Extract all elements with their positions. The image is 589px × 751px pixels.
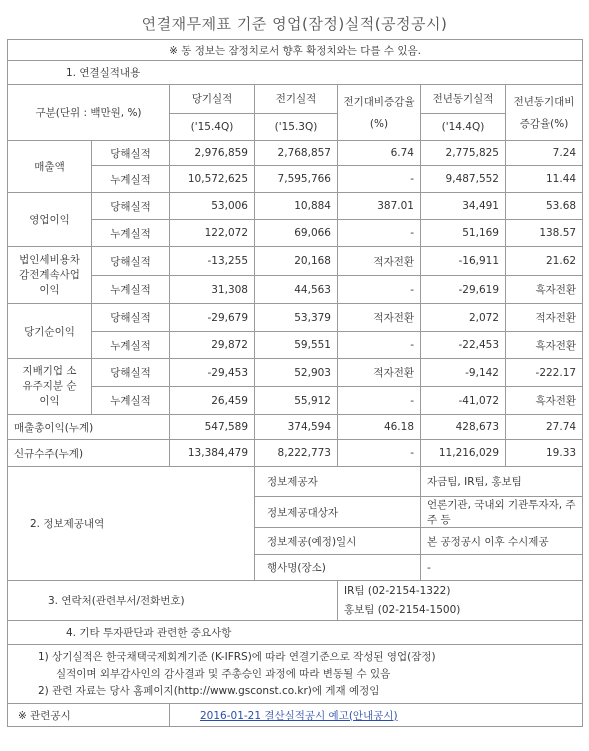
note1-line1: 1) 상기실적은 한국채택국제회계기준 (K-IFRS)에 따라 연결기준으로 작성된 영업(잠정) xyxy=(38,650,436,663)
related-disclosure-link[interactable]: 2016-01-21 결산실적공시 예고(안내공시) xyxy=(200,709,398,722)
current-value: 31,308 xyxy=(170,276,255,304)
group-label-line: 감전계속사업 xyxy=(19,268,80,281)
current-value: -13,255 xyxy=(170,247,255,276)
section3-title: 3. 연락처(관련부서/전화번호) xyxy=(8,581,338,621)
previous-value: 8,222,773 xyxy=(255,440,338,467)
page-title: 연결재무제표 기준 영업(잠정)실적(공정공시) xyxy=(141,15,448,33)
info-recipient-label: 정보제공대상자 xyxy=(255,497,421,528)
related-cell xyxy=(170,704,583,727)
note2: 2) 관련 자료는 당사 홈페이지(http://www.gsconst.co.kr)에 게재 예정임 xyxy=(38,684,380,697)
group-label-line: 이익 xyxy=(39,395,60,407)
row-type: 누계실적 xyxy=(92,387,170,415)
yoy-base-value: 34,491 xyxy=(421,193,506,220)
yoy-base-value: -22,453 xyxy=(421,332,506,359)
current-value: 26,459 xyxy=(170,387,255,415)
current-value: 29,872 xyxy=(170,332,255,359)
previous-value: 374,594 xyxy=(255,415,338,440)
previous-value: 59,551 xyxy=(255,332,338,359)
yoy-base-value: -16,911 xyxy=(421,247,506,276)
group-label-controlling-net-income xyxy=(8,359,92,415)
qoq-header-label: 전기대비증감율 xyxy=(343,95,415,108)
group-label-revenue: 매출액 xyxy=(8,141,92,193)
previous-value: 20,168 xyxy=(255,247,338,276)
group-label-operating-income: 영업이익 xyxy=(8,193,92,247)
contact-ir: IR팀 (02-2154-1322) xyxy=(344,584,451,597)
current-period: ('15.4Q) xyxy=(170,114,255,141)
info-provider-label: 정보제공자 xyxy=(255,467,421,497)
yoy-header-label: 전년동기대비 xyxy=(513,95,575,108)
row-type: 당해실적 xyxy=(92,359,170,387)
notice-text: ※ 동 정보는 잠정치로서 향후 확정치와는 다를 수 있음. xyxy=(8,40,583,61)
info-date-label: 정보제공(예정)일시 xyxy=(255,528,421,555)
info-recipient-value: 언론기관, 국내외 기관투자자, 주주 등 xyxy=(421,497,583,528)
yoy-base-value: 428,673 xyxy=(421,415,506,440)
qoq-value: - xyxy=(338,440,421,467)
yoy-value: 흑자전환 xyxy=(506,332,583,359)
qoq-value: - xyxy=(338,332,421,359)
qoq-header xyxy=(338,85,421,141)
current-value: -29,453 xyxy=(170,359,255,387)
info-date-value: 본 공정공시 이후 수시제공 xyxy=(421,528,583,555)
qoq-value: - xyxy=(338,387,421,415)
previous-period: ('15.3Q) xyxy=(255,114,338,141)
current-value: 13,384,479 xyxy=(170,440,255,467)
previous-value: 44,563 xyxy=(255,276,338,304)
disclosure-table xyxy=(7,39,583,727)
qoq-value: 적자전환 xyxy=(338,247,421,276)
current-value: 547,589 xyxy=(170,415,255,440)
qoq-value: 적자전환 xyxy=(338,304,421,332)
current-header: 당기실적 xyxy=(170,85,255,114)
current-value: 53,006 xyxy=(170,193,255,220)
group-label-pretax-income xyxy=(8,247,92,304)
qoq-value: 46.18 xyxy=(338,415,421,440)
new-orders-label: 신규수주(누계) xyxy=(8,440,170,467)
yoy-header-unit: 증감율(%) xyxy=(519,117,569,130)
group-label-line: 지배기업 소 xyxy=(22,365,77,377)
yoy-base-value: 51,169 xyxy=(421,220,506,247)
yoy-base-value: 2,775,825 xyxy=(421,141,506,166)
note1-line2: 실적이며 외부감사인의 감사결과 및 주총승인 과정에 따라 변동될 수 있음 xyxy=(56,667,391,680)
qoq-header-unit: (%) xyxy=(369,117,389,130)
yoy-value: -222.17 xyxy=(506,359,583,387)
yoy-value: 적자전환 xyxy=(506,304,583,332)
row-type: 당해실적 xyxy=(92,193,170,220)
current-value: 10,572,625 xyxy=(170,166,255,193)
yoy-base-value: -41,072 xyxy=(421,387,506,415)
row-type: 당해실적 xyxy=(92,141,170,166)
row-type: 당해실적 xyxy=(92,304,170,332)
row-type: 누계실적 xyxy=(92,166,170,193)
yoy-base-value: -9,142 xyxy=(421,359,506,387)
yoy-value: 흑자전환 xyxy=(506,387,583,415)
section2-title: 2. 정보제공내역 xyxy=(8,467,255,581)
unit-header: 구분(단위 : 백만원, %) xyxy=(8,85,170,141)
yoy-header xyxy=(506,85,583,141)
section4-notes xyxy=(8,645,583,704)
yoy-base-value: 11,216,029 xyxy=(421,440,506,467)
yoy-value: 27.74 xyxy=(506,415,583,440)
yoy-value: 21.62 xyxy=(506,247,583,276)
section4-title: 4. 기타 투자판단과 관련한 중요사항 xyxy=(8,621,583,645)
group-label-net-income: 당기순이익 xyxy=(8,304,92,359)
current-value: -29,679 xyxy=(170,304,255,332)
yoy-value: 138.57 xyxy=(506,220,583,247)
yoy-base-header: 전년동기실적 xyxy=(421,85,506,114)
row-type: 누계실적 xyxy=(92,332,170,359)
section1-title: 1. 연결실적내용 xyxy=(8,61,583,85)
previous-value: 52,903 xyxy=(255,359,338,387)
previous-value: 10,884 xyxy=(255,193,338,220)
previous-value: 7,595,766 xyxy=(255,166,338,193)
previous-value: 55,912 xyxy=(255,387,338,415)
yoy-value: 7.24 xyxy=(506,141,583,166)
event-name-value: - xyxy=(421,555,583,581)
qoq-value: - xyxy=(338,276,421,304)
related-label: ※ 관련공시 xyxy=(8,704,170,727)
current-value: 2,976,859 xyxy=(170,141,255,166)
group-label-line: 이익 xyxy=(39,283,60,296)
yoy-base-value: -29,619 xyxy=(421,276,506,304)
previous-value: 2,768,857 xyxy=(255,141,338,166)
yoy-base-period: ('14.4Q) xyxy=(421,114,506,141)
contact-pr: 홍보팀 (02-2154-1500) xyxy=(344,603,461,616)
qoq-value: 6.74 xyxy=(338,141,421,166)
yoy-value: 흑자전환 xyxy=(506,276,583,304)
qoq-value: - xyxy=(338,220,421,247)
row-type: 누계실적 xyxy=(92,220,170,247)
row-type: 당해실적 xyxy=(92,247,170,276)
previous-header: 전기실적 xyxy=(255,85,338,114)
gross-profit-label: 매출총이익(누계) xyxy=(8,415,170,440)
previous-value: 69,066 xyxy=(255,220,338,247)
group-label-line: 유주지분 순 xyxy=(22,380,77,392)
current-value: 122,072 xyxy=(170,220,255,247)
contact-info xyxy=(338,581,583,621)
yoy-base-value: 2,072 xyxy=(421,304,506,332)
qoq-value: 387.01 xyxy=(338,193,421,220)
qoq-value: 적자전환 xyxy=(338,359,421,387)
qoq-value: - xyxy=(338,166,421,193)
info-provider-value: 자금팀, IR팀, 홍보팀 xyxy=(421,467,583,497)
group-label-line: 법인세비용차 xyxy=(19,253,80,266)
previous-value: 53,379 xyxy=(255,304,338,332)
row-type: 누계실적 xyxy=(92,276,170,304)
event-name-label: 행사명(장소) xyxy=(255,555,421,581)
yoy-value: 11.44 xyxy=(506,166,583,193)
yoy-base-value: 9,487,552 xyxy=(421,166,506,193)
yoy-value: 19.33 xyxy=(506,440,583,467)
yoy-value: 53.68 xyxy=(506,193,583,220)
